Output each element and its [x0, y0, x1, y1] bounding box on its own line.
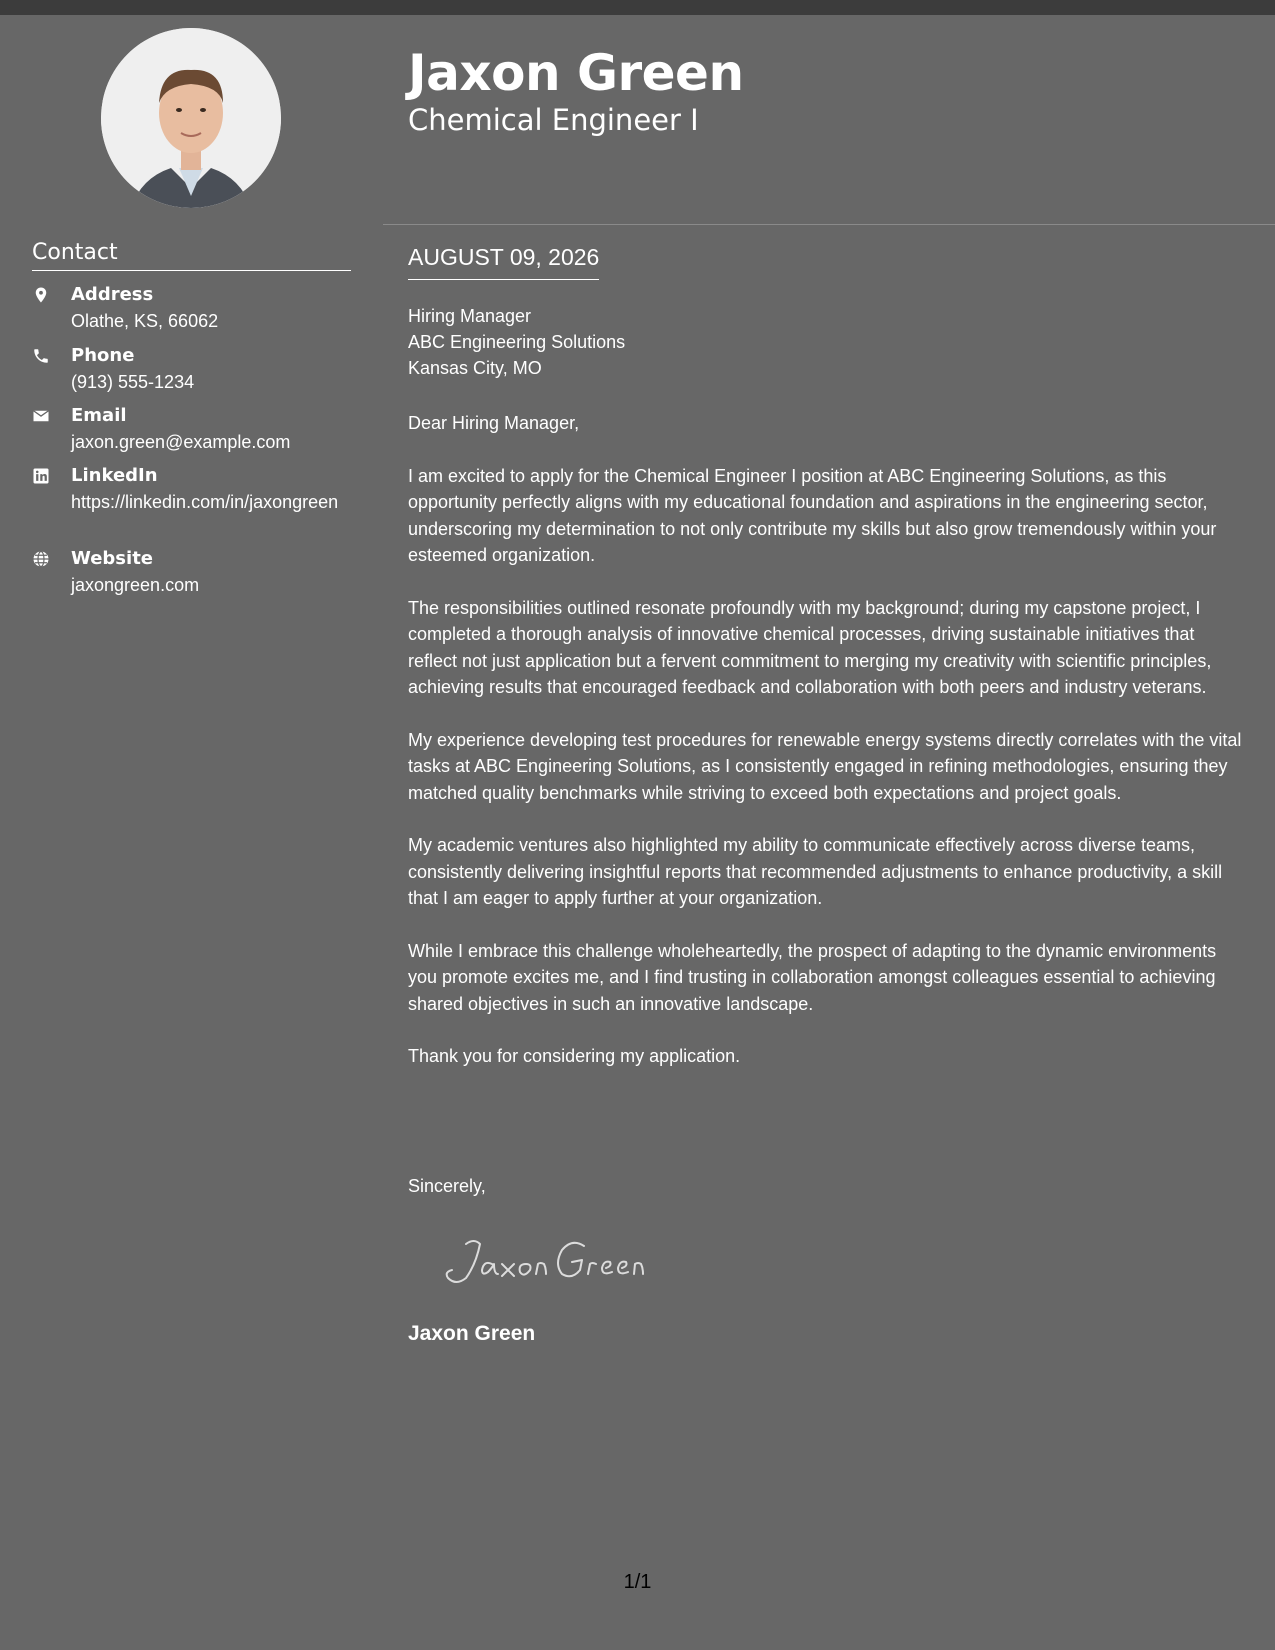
closing: Sincerely, [408, 1176, 486, 1196]
contact-label: Website [71, 548, 154, 569]
location-pin-icon [32, 286, 52, 306]
contact-value: (913) 555-1234 [71, 372, 195, 392]
recipient-block [408, 303, 625, 381]
profile-photo [101, 28, 281, 208]
applicant-name: Jaxon Green [408, 44, 744, 102]
contact-label: Phone [71, 345, 135, 366]
recipient-line: ABC Engineering Solutions [408, 332, 626, 352]
letter-body [408, 410, 1243, 1096]
letter-paragraph: The responsibilities outlined resonate profoundly with my background; during my capstone project, I completed a thorough analysis of innovative chemical processes, driving sustainable initiatives that reflect not just application but a fervent commitment to merging my creativity with scientific principles, achieving results that encouraged feedback and collaboration with both peers and industry veterans. [408, 597, 1212, 697]
recipient-line: Hiring Manager [408, 306, 532, 326]
envelope-icon [32, 407, 52, 427]
phone-icon [32, 347, 52, 367]
letter-paragraph: Thank you for considering my application. [408, 1046, 741, 1066]
recipient-line: Kansas City, MO [408, 358, 542, 378]
contact-value: Olathe, KS, 66062 [71, 311, 219, 331]
salutation: Dear Hiring Manager, [408, 413, 580, 433]
contact-value[interactable]: jaxongreen.com [71, 575, 200, 595]
header-divider [383, 224, 1275, 225]
handwritten-signature [436, 1230, 646, 1290]
contact-heading: Contact [32, 240, 351, 271]
contact-value[interactable]: jaxon.green@example.com [71, 432, 291, 452]
letter-paragraph: While I embrace this challenge wholeheartedly, the prospect of adapting to the dynamic environments you promote excites me, and I find trusting in collaboration amongst colleagues essential to achieving shared objectives in such an innovative landscape. [408, 940, 1217, 1014]
page-number: 1/1 [623, 1571, 652, 1593]
contact-label: Address [71, 284, 154, 305]
letter-paragraph: My experience developing test procedures for renewable energy systems directly correlates with the vital tasks at ABC Engineering Solutions, as I consistently engaged in refining methodologies, ensuring they matched quality benchmarks while striving to exceed both expectations and project goals. [408, 729, 1242, 803]
letter-paragraph: My academic ventures also highlighted my ability to communicate effectively across diverse teams, consistently delivering insightful reports that recommended adjustments to enhance productivity, a skill that I am eager to apply further at your organization. [408, 835, 1223, 908]
globe-icon [32, 550, 52, 570]
contact-value[interactable]: https://linkedin.com/in/jaxongreen [71, 492, 339, 512]
contact-label: LinkedIn [71, 465, 158, 486]
signed-name: Jaxon Green [408, 1322, 536, 1345]
job-title: Chemical Engineer I [408, 103, 699, 137]
letter-date: AUGUST 09, 2026 [408, 244, 599, 280]
linkedin-icon [32, 467, 52, 487]
contact-label: Email [71, 405, 127, 426]
letter-paragraph: I am excited to apply for the Chemical Engineer I position at ABC Engineering Solutions, as this opportunity perfectly aligns with my educational foundation and aspirations in the engineering sector, underscoring my determination to not only contribute my skills but also grow tremendously within your esteemed organization. [408, 465, 1217, 565]
top-bar [0, 0, 1275, 15]
avatar [101, 28, 281, 208]
